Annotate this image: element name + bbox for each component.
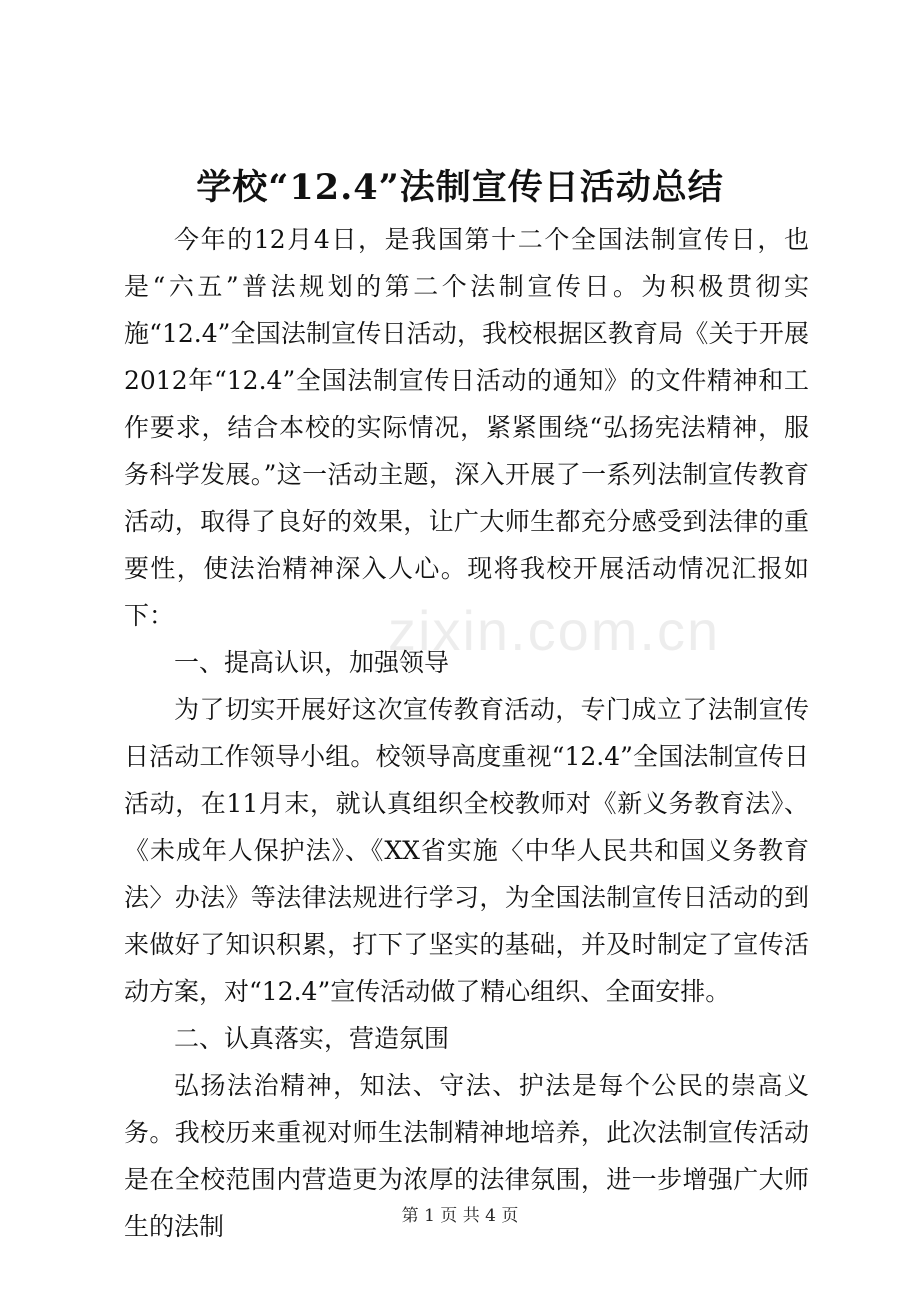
section-heading-2: 二、认真落实，营造氛围 (174, 1024, 450, 1053)
document-body (124, 216, 809, 1250)
document-title: 学校“12.4”法制宣传日活动总结 (196, 167, 724, 208)
paragraph-section-2: 弘扬法治精神，知法、守法、护法是每个公民的崇高义务。我校历来重视对师生法制精神地培养，此次法制宣传活动是在全校范围内营造更为浓厚的法律氛围，进一步增强广大师生的法制 (124, 1071, 809, 1241)
section-heading-1: 一、提高认识，加强领导 (174, 648, 450, 677)
paragraph-intro: 今年的12月4日，是我国第十二个全国法制宣传日，也是“六五”普法规划的第二个法制宣传日。为积极贯彻实施“12.4”全国法制宣传日活动，我校根据区教育局《关于开展2012年“12.4”全国法制宣传日活动的通知》的文件精神和工作要求，结合本校的实际情况，紧紧围绕“弘扬宪法精神，服务科学发展。”这一活动主题，深入开展了一系列法制宣传教育活动，取得了良好的效果，让广大师生都充分感受到法律的重要性，使法治精神深入人心。现将我校开展活动情况汇报如下： (124, 225, 809, 630)
watermark: zixin.com.cn (388, 599, 721, 662)
page-footer: 第 1 页 共 4 页 (401, 1206, 519, 1226)
paragraph-section-1: 为了切实开展好这次宣传教育活动，专门成立了法制宣传日活动工作领导小组。校领导高度重视“12.4”全国法制宣传日活动，在11月末，就认真组织全校教师对《新义务教育法》、《未成年人保护法》、《XX省实施〈中华人民共和国义务教育法〉办法》等法律法规进行学习，为全国法制宣传日活动的到来做好了知识积累，打下了坚实的基础，并及时制定了宣传活动方案，对“12.4”宣传活动做了精心组织、全面安排。 (124, 695, 809, 1006)
